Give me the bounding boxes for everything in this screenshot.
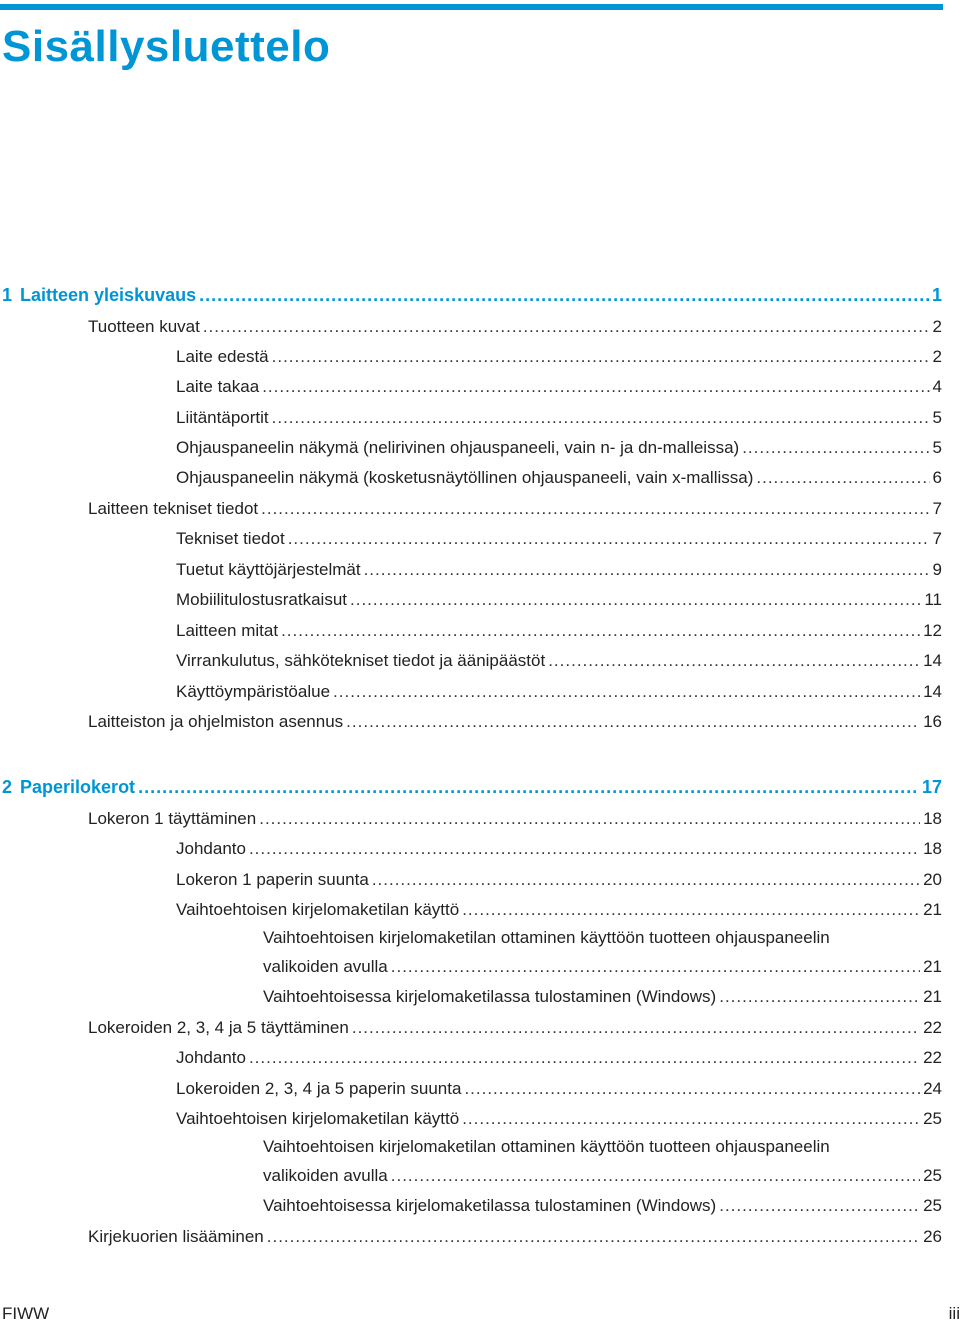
- toc-entry-title: Lokeron 1 paperin suunta: [176, 870, 369, 889]
- dot-leader: [391, 1166, 920, 1186]
- toc-page-number: 25: [923, 1196, 942, 1215]
- toc-page-number: 16: [923, 712, 942, 731]
- dot-leader: [391, 957, 920, 977]
- toc-page-number: 1: [931, 285, 942, 305]
- toc-page-number: 25: [923, 1166, 942, 1185]
- toc-entry-link[interactable]: [0, 436, 942, 458]
- dot-leader: [333, 682, 920, 702]
- toc-entry-first-line: Vaihtoehtoisen kirjelomaketilan ottaminen käyttöön tuotteen ohjauspaneelin: [263, 1137, 830, 1156]
- toc-entry-title: Paperilokerot: [20, 777, 136, 797]
- toc-page-number: 22: [923, 1018, 942, 1037]
- toc-entry-link[interactable]: [0, 345, 942, 367]
- toc-entry-title: Vaihtoehtoisessa kirjelomaketilassa tulostaminen (Windows): [263, 1196, 717, 1215]
- dot-leader: [272, 408, 930, 428]
- toc-page-number: 21: [923, 957, 942, 976]
- toc-entry-link[interactable]: [0, 1046, 942, 1068]
- toc-page-number: 24: [923, 1079, 942, 1098]
- toc-entry-link[interactable]: [0, 527, 942, 549]
- toc-chapter-link[interactable]: [0, 775, 942, 797]
- chapter-number: 1: [2, 285, 13, 305]
- toc-entry-first-line: Vaihtoehtoisen kirjelomaketilan ottaminen käyttöön tuotteen ohjauspaneelin: [263, 928, 830, 947]
- toc-page-number: 22: [923, 1048, 942, 1067]
- toc-entry-title: Tuetut käyttöjärjestelmät: [176, 560, 361, 579]
- toc-entry-title: Laitteiston ja ohjelmiston asennus: [88, 712, 344, 731]
- dot-leader: [249, 1048, 920, 1068]
- toc-entry-title: Mobiilitulostusratkaisut: [176, 590, 348, 609]
- toc-entry-link[interactable]: [0, 898, 942, 920]
- toc-entry-title: Käyttöympäristöalue: [176, 682, 331, 701]
- dot-leader: [548, 651, 920, 671]
- toc-page-number: 21: [923, 987, 942, 1006]
- toc-page-number: 14: [923, 682, 942, 701]
- toc-entry-title: Vaihtoehtoisen kirjelomaketilan käyttö: [176, 900, 460, 919]
- toc-entry-link[interactable]: [0, 1107, 942, 1129]
- toc-page-number: 6: [932, 468, 942, 487]
- dot-leader: [138, 777, 919, 797]
- dot-leader: [719, 987, 920, 1007]
- toc-entry-link[interactable]: [0, 985, 942, 1007]
- toc-page-number: 17: [921, 777, 942, 797]
- toc-entry-title: valikoiden avulla: [263, 1166, 388, 1185]
- toc-page-number: 21: [923, 900, 942, 919]
- dot-leader: [756, 468, 929, 488]
- dot-leader: [261, 499, 929, 519]
- toc-entry-title: Lokeroiden 2, 3, 4 ja 5 paperin suunta: [176, 1079, 462, 1098]
- toc-entry-title: Laite edestä: [176, 347, 269, 366]
- dot-leader: [350, 590, 921, 610]
- dot-leader: [249, 839, 920, 859]
- toc-page-number: 26: [923, 1227, 942, 1246]
- dot-leader: [272, 347, 930, 367]
- toc-entry-link[interactable]: [0, 466, 942, 488]
- toc-entry-title: Laitteen tekniset tiedot: [88, 499, 259, 518]
- toc-entry-link[interactable]: [0, 1016, 942, 1038]
- dot-leader: [259, 809, 920, 829]
- toc-entry-title: Lokeroiden 2, 3, 4 ja 5 täyttäminen: [88, 1018, 349, 1037]
- toc-entry-title: Ohjauspaneelin näkymä (kosketusnäytöllinen ohjauspaneeli, vain x-mallissa): [176, 468, 754, 487]
- toc-page-number: 12: [923, 621, 942, 640]
- dot-leader: [346, 712, 920, 732]
- toc-entry-title: Laitteen mitat: [176, 621, 279, 640]
- toc-entry-title: valikoiden avulla: [263, 957, 388, 976]
- toc-entry-link[interactable]: [0, 1164, 942, 1186]
- toc-entry-link[interactable]: [0, 406, 942, 428]
- toc-entry-title: Vaihtoehtoisessa kirjelomaketilassa tulostaminen (Windows): [263, 987, 717, 1006]
- toc-chapter-link[interactable]: [0, 283, 942, 305]
- toc-entry-title: Johdanto: [176, 1048, 246, 1067]
- toc-page-number: 7: [932, 529, 942, 548]
- dot-leader: [364, 560, 930, 580]
- toc-entry-link[interactable]: [0, 588, 942, 610]
- dot-leader: [462, 900, 920, 920]
- toc-entry-link[interactable]: [0, 1194, 942, 1216]
- toc-entry-title: Liitäntäportit: [176, 408, 269, 427]
- page-title: Sisällysluettelo: [2, 22, 331, 71]
- dot-leader: [464, 1079, 920, 1099]
- toc-entry-link[interactable]: [0, 558, 942, 580]
- toc-entry-link[interactable]: [0, 807, 942, 829]
- dot-leader: [288, 529, 930, 549]
- toc-page-number: 11: [924, 590, 942, 609]
- toc-page-number: 2: [932, 347, 942, 366]
- dot-leader: [262, 377, 929, 397]
- dot-leader: [462, 1109, 920, 1129]
- dot-leader: [203, 317, 930, 337]
- dot-leader: [267, 1227, 920, 1247]
- toc-entry-link[interactable]: [0, 375, 942, 397]
- toc-entry-link[interactable]: [0, 680, 942, 702]
- toc-entry-link[interactable]: [0, 837, 942, 859]
- dot-leader: [281, 621, 920, 641]
- footer-left: FIWW: [2, 1304, 50, 1323]
- toc-entry-link[interactable]: [0, 649, 942, 671]
- toc-page-number: 4: [932, 377, 942, 396]
- top-rule: [0, 4, 943, 10]
- toc-entry-title: Laitteen yleiskuvaus: [20, 285, 197, 305]
- dot-leader: [372, 870, 920, 890]
- dot-leader: [352, 1018, 920, 1038]
- toc-page-number: 5: [932, 438, 942, 457]
- toc-page-number: 25: [923, 1109, 942, 1128]
- toc-entry-title: Tuotteen kuvat: [88, 317, 200, 336]
- toc-page-number: 14: [923, 651, 942, 670]
- toc-entry-link[interactable]: [0, 619, 942, 641]
- toc-entry-title: Lokeron 1 täyttäminen: [88, 809, 257, 828]
- toc-page-number: 7: [932, 499, 942, 518]
- toc-entry-title: Laite takaa: [176, 377, 260, 396]
- toc-page-number: 5: [932, 408, 942, 427]
- dot-leader: [719, 1196, 920, 1216]
- toc-page-number: 18: [923, 809, 942, 828]
- footer-right: iii: [948, 1304, 960, 1323]
- dot-leader: [742, 438, 929, 458]
- chapter-number: 2: [2, 777, 13, 797]
- toc-page-number: 9: [932, 560, 942, 579]
- toc-entry-link[interactable]: [0, 710, 942, 732]
- toc-entry-link[interactable]: [0, 1077, 942, 1099]
- toc-entry-title: Vaihtoehtoisen kirjelomaketilan käyttö: [176, 1109, 460, 1128]
- toc-entry-link[interactable]: [0, 868, 942, 890]
- toc-entry-title: Tekniset tiedot: [176, 529, 285, 548]
- dot-leader: [199, 285, 929, 305]
- toc-entry-title: Virrankulutus, sähkötekniset tiedot ja äänipäästöt: [176, 651, 546, 670]
- toc-page-number: 18: [923, 839, 942, 858]
- toc-entry-link[interactable]: [0, 955, 942, 977]
- toc-entry-link[interactable]: [0, 497, 942, 519]
- toc-entry-title: Ohjauspaneelin näkymä (nelirivinen ohjauspaneeli, vain n- ja dn-malleissa): [176, 438, 740, 457]
- toc-entry-title: Kirjekuorien lisääminen: [88, 1227, 264, 1246]
- toc-entry-link[interactable]: [0, 315, 942, 337]
- toc-page-number: 2: [932, 317, 942, 336]
- toc-entry-title: Johdanto: [176, 839, 246, 858]
- toc-page-number: 20: [923, 870, 942, 889]
- toc-entry-link[interactable]: [0, 1225, 942, 1247]
